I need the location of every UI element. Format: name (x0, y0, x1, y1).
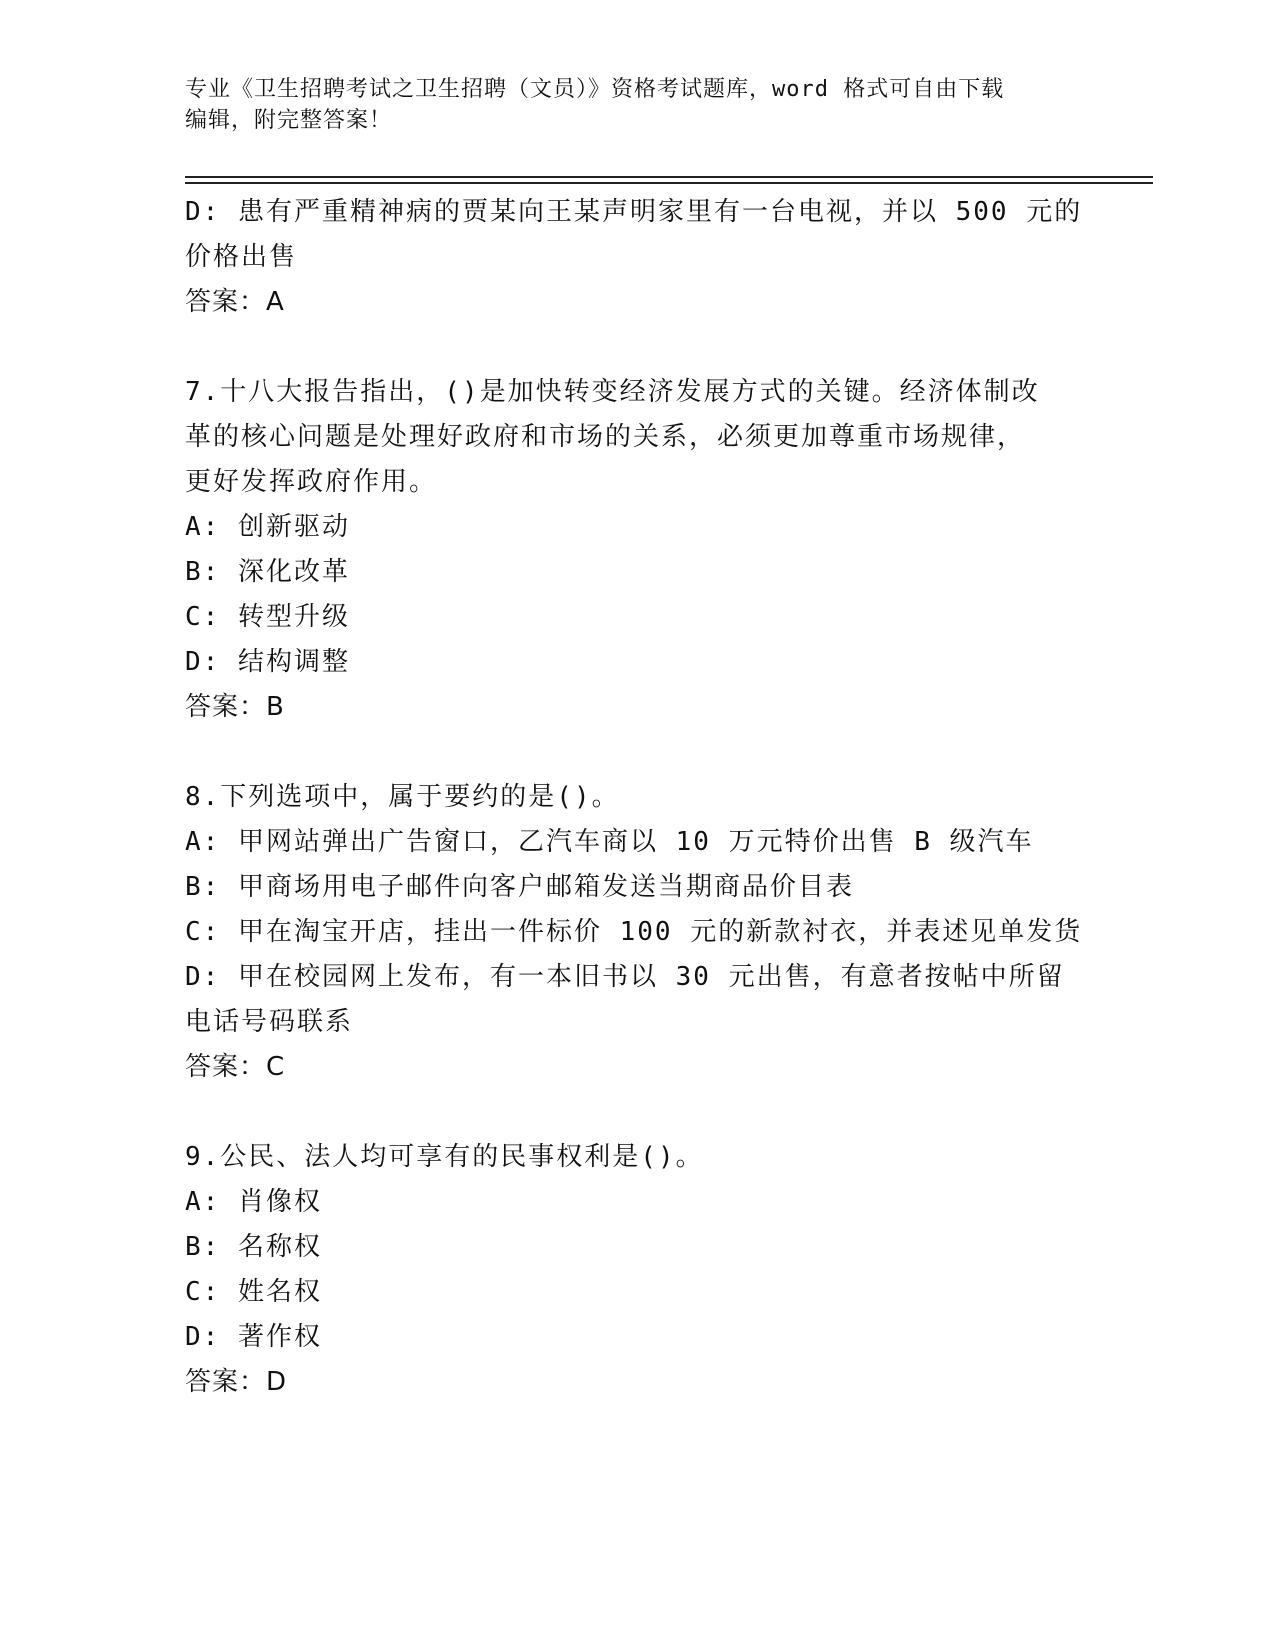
header-line-2: 编辑，附完整答案！ (185, 108, 393, 133)
q7-stem-line-2: 革的核心问题是处理好政府和市场的关系，必须更加尊重市场规律， (185, 422, 1026, 452)
q9-stem-line-1: 9.公民、法人均可享有的民事权利是()。 (185, 1142, 704, 1172)
q9-option-b: B: 名称权 (185, 1232, 322, 1262)
q7-option-d: D: 结构调整 (185, 647, 350, 677)
q9-answer: 答案：D (185, 1367, 288, 1397)
q7-option-b: B: 深化改革 (185, 557, 350, 587)
q8-option-b: B: 甲商场用电子邮件向客户邮箱发送当期商品价目表 (185, 872, 854, 902)
q8-option-d-line-1: D: 甲在校园网上发布，有一本旧书以 30 元出售，有意者按帖中所留 (185, 962, 1065, 992)
q6-option-d-line-1: D: 患有严重精神病的贾某向王某声明家里有一台电视，并以 500 元的 (185, 197, 1083, 227)
q7-option-a: A: 创新驱动 (185, 512, 350, 542)
question-7 (185, 370, 1085, 730)
spacer (185, 1090, 1085, 1135)
header-rule-bottom (185, 182, 1153, 184)
page-header (185, 74, 1065, 136)
question-content (185, 190, 1085, 1405)
q7-stem-line-3: 更好发挥政府作用。 (185, 467, 438, 497)
question-8 (185, 775, 1085, 1090)
q6-option-d-line-2: 价格出售 (185, 242, 298, 272)
q9-option-c: C: 姓名权 (185, 1277, 322, 1307)
q8-answer: 答案：C (185, 1052, 286, 1082)
spacer (185, 730, 1085, 775)
question-9 (185, 1135, 1085, 1405)
q9-option-d: D: 著作权 (185, 1322, 322, 1352)
q7-answer: 答案：B (185, 692, 285, 722)
q8-option-c: C: 甲在淘宝开店，挂出一件标价 100 元的新款衬衣，并表述见单发货 (185, 917, 1083, 947)
q8-option-a: A: 甲网站弹出广告窗口，乙汽车商以 10 万元特价出售 B 级汽车 (185, 827, 1034, 857)
q9-option-a: A: 肖像权 (185, 1187, 322, 1217)
header-rule-top (185, 176, 1153, 178)
q8-stem-line-1: 8.下列选项中，属于要约的是()。 (185, 782, 620, 812)
header-line-1: 专业《卫生招聘考试之卫生招聘（文员）》资格考试题库，word 格式可自由下载 (185, 77, 1005, 102)
q6-answer: 答案：A (185, 287, 285, 317)
q7-stem-line-1: 7.十八大报告指出，()是加快转变经济发展方式的关键。经济体制改 (185, 377, 1040, 407)
spacer (185, 325, 1085, 370)
q8-option-d-line-2: 电话号码联系 (185, 1007, 354, 1037)
question-6-tail (185, 190, 1085, 325)
q7-option-c: C: 转型升级 (185, 602, 350, 632)
